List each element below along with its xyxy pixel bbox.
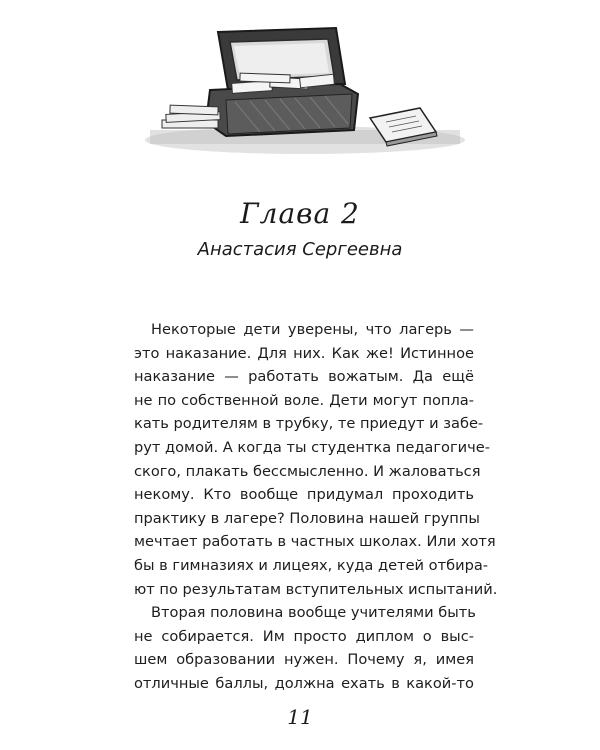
paragraph-1 [134,318,498,601]
text-line: некому. Кто вообще придумал проходить [134,486,474,504]
text-line: Некоторые дети уверены, что лагерь — [151,321,474,338]
text-line: мечтает работать в частных школах. Или хотя [134,533,496,551]
chapter-subtitle: Анастасия Сергеевна [197,239,403,260]
text-line: это наказание. Для них. Как же! Истинное [134,344,474,362]
chapter-body [134,318,498,696]
text-line: отличные баллы, должна ехать в какой-то [134,674,474,692]
text-line: наказание — работать вожатым. Да ещё [134,368,474,386]
text-line: рут домой. А когда ты студентка педагогиче- [134,438,490,456]
text-line: кать родителям в трубку, те приедут и забе- [134,415,484,433]
text-line: не собирается. Им просто диплом о выс- [134,627,474,645]
text-line: шем образовании нужен. Почему я, имея [134,651,474,669]
chapter-title: Глава 2 [240,197,360,230]
text-line: не по собственной воле. Дети могут попла- [134,391,474,409]
text-line: практику в лагере? Половина нашей группы [134,509,480,527]
text-line: ского, плакать бессмысленно. И жаловаться [134,462,481,480]
paragraph-2 [134,601,474,695]
box-with-papers-illustration [140,12,470,160]
text-line: бы в гимназиях и лицеях, куда детей отбира- [134,556,489,574]
text-line: ют по результатам вступительных испытаний. [134,580,498,598]
text-line: Вторая половина вообще учителями быть [151,604,476,622]
page-number: 11 [287,705,313,729]
